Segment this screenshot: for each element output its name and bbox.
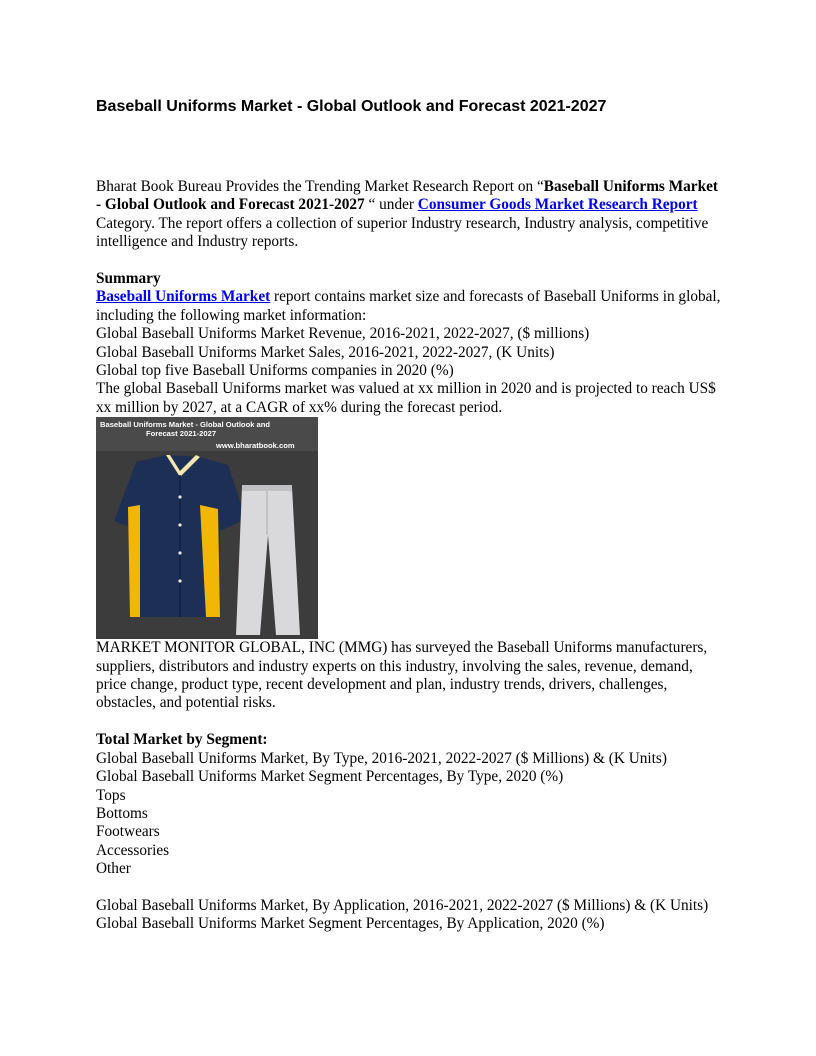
summary-intro-text: report contains market size and forecasts of Baseball Uniforms in global, including the following market information: <box>96 288 721 324</box>
intro-text-mid: “ under <box>364 196 418 214</box>
summary-line: Global Baseball Uniforms Market Sales, 2016-2021, 2022-2027, (K Units) <box>96 343 555 361</box>
segment-type-item: Accessories <box>96 841 170 859</box>
segment-type-item: Bottoms <box>96 804 148 822</box>
category-link[interactable]: Consumer Goods Market Research Report <box>417 196 698 214</box>
summary-intro <box>96 288 726 325</box>
segment-application-line: Global Baseball Uniforms Market, By Application, 2016-2021, 2022-2027 ($ Millions) & (K Units) <box>96 896 709 914</box>
segment-type-line: Global Baseball Uniforms Market Segment Percentages, By Type, 2020 (%) <box>96 768 564 786</box>
cover-url: www.bharatbook.com <box>216 441 295 451</box>
summary-line: Global Baseball Uniforms Market Revenue, 2016-2021, 2022-2027, ($ millions) <box>96 325 590 343</box>
segment-type-item: Tops <box>96 786 126 804</box>
report-cover-image <box>96 417 318 639</box>
intro-text-pre: Bharat Book Bureau Provides the Trending Market Research Report on “ <box>96 178 544 195</box>
market-link[interactable]: Baseball Uniforms Market <box>96 288 271 306</box>
summary-line: The global Baseball Uniforms market was valued at xx million in 2020 and is projected to reach US$ xx million by 2027, at a CAGR of xx% during the forecast period. <box>96 380 716 416</box>
segment-application-line: Global Baseball Uniforms Market Segment Percentages, By Application, 2020 (%) <box>96 915 605 933</box>
cover-title-line2: Forecast 2021-2027 <box>146 429 217 439</box>
segment-heading: Total Market by Segment: <box>96 731 268 749</box>
summary-line: Global top five Baseball Uniforms companies in 2020 (%) <box>96 362 454 380</box>
intro-text-post: Category. The report offers a collection of superior Industry research, Industry analysis, competitive intelligence and Industry reports. <box>96 214 709 251</box>
intro-report-name: Baseball Uniforms Market - Global Outlook and Forecast 2021-2027 <box>96 178 718 214</box>
summary-heading: Summary <box>96 270 161 288</box>
intro-paragraph <box>96 178 726 252</box>
segment-type-line: Global Baseball Uniforms Market, By Type, 2016-2021, 2022-2027 ($ Millions) & (K Units) <box>96 749 667 767</box>
segment-type-item: Footwears <box>96 823 160 841</box>
document-body <box>96 178 726 934</box>
segment-type-item: Other <box>96 860 131 878</box>
cover-title-line1: Baseball Uniforms Market - Global Outlook and <box>100 420 271 430</box>
mmg-paragraph: MARKET MONITOR GLOBAL, INC (MMG) has surveyed the Baseball Uniforms manufacturers, suppliers, distributors and industry experts on this industry, involving the sales, revenue, demand, price change, product type, recent development and plan, industry trends, drivers, challenges, obstacles, and potential risks. <box>96 639 708 712</box>
page-title: Baseball Uniforms Market - Global Outlook and Forecast 2021-2027 <box>96 98 607 115</box>
